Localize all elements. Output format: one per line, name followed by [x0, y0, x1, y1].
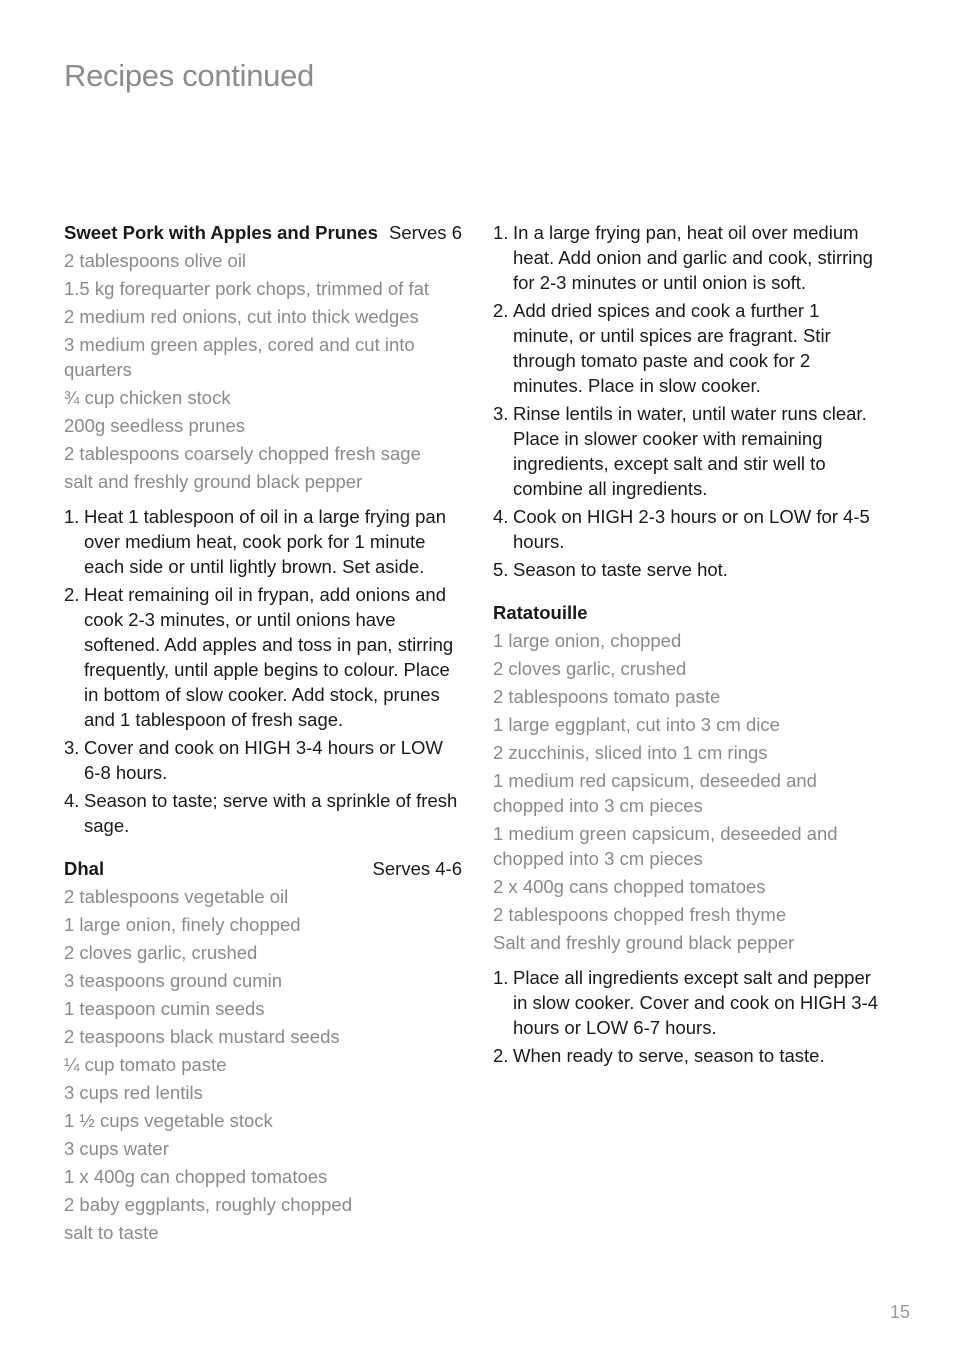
method-steps	[493, 965, 885, 1068]
ingredient-item: 1 medium green capsicum, deseeded and chopped into 3 cm pieces	[493, 823, 838, 869]
step-number: 5.	[493, 559, 509, 580]
step-number: 3.	[493, 403, 509, 424]
method-step	[64, 788, 462, 838]
recipe-dhal	[64, 856, 462, 1245]
method-step	[493, 965, 885, 1040]
step-number: 4.	[64, 790, 80, 811]
recipe-title: Sweet Pork with Apples and Prunes	[64, 222, 378, 243]
ingredient-item: ¼ cup tomato paste	[64, 1054, 227, 1075]
ingredient-item: 2 tablespoons olive oil	[64, 250, 247, 271]
ingredient-item: 2 baby eggplants, roughly chopped	[64, 1194, 352, 1215]
step-number: 3.	[64, 737, 80, 758]
step-text: Add dried spices and cook a further 1 minute, or until spices are fragrant. Stir through tomato paste and cook for 2 minutes. Place in slow cooker.	[513, 300, 831, 396]
method-steps	[64, 504, 462, 838]
ingredient-item: Salt and freshly ground black pepper	[493, 932, 795, 953]
ingredient-item: 3 cups red lentils	[64, 1082, 203, 1103]
step-text: In a large frying pan, heat oil over medium heat. Add onion and garlic and cook, stirring for 2-3 minutes or until onion is soft.	[513, 222, 873, 293]
ingredient-item: 2 x 400g cans chopped tomatoes	[493, 876, 766, 897]
method-step	[493, 401, 885, 501]
serves-label: Serves 6	[388, 222, 462, 243]
method-step	[493, 298, 885, 398]
recipe-title: Dhal	[64, 858, 105, 879]
step-text: Cook on HIGH 2-3 hours or on LOW for 4-5 hours.	[513, 506, 870, 552]
serves-label: Serves 4-6	[372, 858, 462, 879]
step-number: 1.	[493, 222, 509, 243]
ingredient-item: 2 zucchinis, sliced into 1 cm rings	[493, 742, 768, 763]
ingredient-item: ¾ cup chicken stock	[64, 387, 231, 408]
ingredient-item: 1 large onion, chopped	[493, 630, 682, 651]
ingredient-item: salt to taste	[64, 1222, 159, 1243]
ingredient-item: 1 large eggplant, cut into 3 cm dice	[493, 714, 780, 735]
ingredient-item: 1.5 kg forequarter pork chops, trimmed of fat	[64, 278, 430, 299]
ingredient-item: 1 ½ cups vegetable stock	[64, 1110, 273, 1131]
left-column	[64, 220, 462, 1263]
ingredient-item: 1 medium red capsicum, deseeded and chopped into 3 cm pieces	[493, 770, 817, 816]
step-text: Heat 1 tablespoon of oil in a large frying pan over medium heat, cook pork for 1 minute each side or until lightly brown. Set aside.	[84, 506, 447, 577]
method-step	[64, 582, 462, 732]
step-number: 4.	[493, 506, 509, 527]
recipe-header	[493, 600, 885, 625]
method-step	[64, 504, 462, 579]
right-column	[493, 220, 885, 1086]
recipe-sweet-pork	[64, 220, 462, 838]
step-text: Season to taste; serve with a sprinkle of fresh sage.	[84, 790, 458, 836]
ingredient-item: 2 teaspoons black mustard seeds	[64, 1026, 340, 1047]
method-step	[64, 735, 462, 785]
step-text: Place all ingredients except salt and pepper in slow cooker. Cover and cook on HIGH 3-4 hours or LOW 6-7 hours.	[513, 967, 879, 1038]
recipe-title: Ratatouille	[493, 602, 588, 623]
recipe-ratatouille	[493, 600, 885, 1068]
ingredient-item: 3 teaspoons ground cumin	[64, 970, 283, 991]
ingredient-item: 2 tablespoons tomato paste	[493, 686, 721, 707]
step-text: Heat remaining oil in frypan, add onions and cook 2-3 minutes, or until onions have softened. Add apples and toss in pan, stirring frequently, until apple begins to colour. Place in bottom of slow cooker. Add stock, prunes and 1 tablespoon of fresh sage.	[84, 584, 454, 730]
step-text: Rinse lentils in water, until water runs clear. Place in slower cooker with remaining ingredients, except salt and stir well to combine all ingredients.	[513, 403, 867, 499]
ingredient-item: 2 tablespoons chopped fresh thyme	[493, 904, 787, 925]
ingredient-item: 2 cloves garlic, crushed	[64, 942, 258, 963]
step-number: 1.	[64, 506, 80, 527]
recipe-dhal-method	[493, 220, 885, 582]
ingredient-item: salt and freshly ground black pepper	[64, 471, 363, 492]
ingredient-item: 1 large onion, finely chopped	[64, 914, 301, 935]
step-text: When ready to serve, season to taste.	[513, 1045, 825, 1066]
step-number: 2.	[493, 1045, 509, 1066]
ingredient-item: 2 tablespoons vegetable oil	[64, 886, 289, 907]
step-number: 2.	[64, 584, 80, 605]
step-text: Season to taste serve hot.	[513, 559, 728, 580]
ingredient-item: 2 cloves garlic, crushed	[493, 658, 687, 679]
ingredient-item: 1 x 400g can chopped tomatoes	[64, 1166, 328, 1187]
page-number: 15	[889, 1302, 910, 1322]
step-text: Cover and cook on HIGH 3-4 hours or LOW 6-8 hours.	[84, 737, 443, 783]
step-number: 1.	[493, 967, 509, 988]
ingredient-item: 3 medium green apples, cored and cut into quarters	[64, 334, 415, 380]
method-step	[493, 220, 885, 295]
ingredient-item: 200g seedless prunes	[64, 415, 246, 436]
method-step	[493, 504, 885, 554]
ingredient-item: 2 tablespoons coarsely chopped fresh sage	[64, 443, 421, 464]
page-title: Recipes continued	[64, 58, 314, 93]
ingredient-list	[64, 884, 462, 1245]
method-step	[493, 1043, 885, 1068]
recipe-header	[64, 220, 462, 245]
ingredient-list	[493, 628, 885, 955]
step-number: 2.	[493, 300, 509, 321]
method-steps	[493, 220, 885, 582]
ingredient-item: 1 teaspoon cumin seeds	[64, 998, 265, 1019]
ingredient-item: 3 cups water	[64, 1138, 169, 1159]
recipe-header	[64, 856, 462, 881]
ingredient-list	[64, 248, 462, 494]
ingredient-item: 2 medium red onions, cut into thick wedges	[64, 306, 419, 327]
method-step	[493, 557, 885, 582]
